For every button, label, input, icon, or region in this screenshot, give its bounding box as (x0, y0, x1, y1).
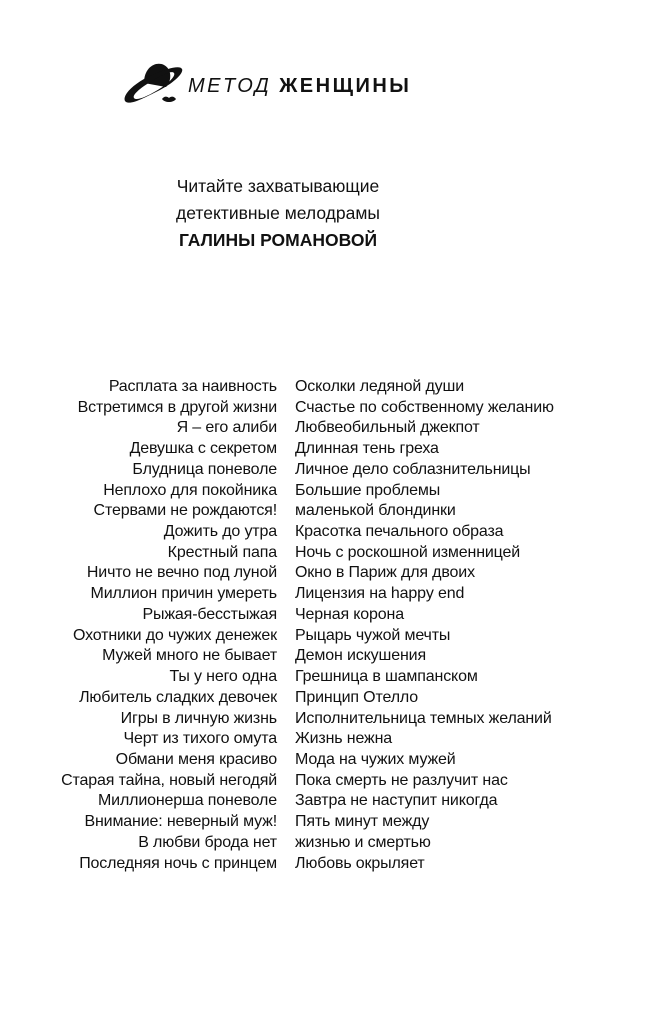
series-logo (122, 55, 411, 111)
book-title: Принцип Отелло (295, 688, 418, 706)
book-title: Охотники до чужих денежек (72, 626, 277, 644)
book-title: Последняя ночь с принцем (79, 854, 277, 872)
book-title: Девушка с секретом (129, 440, 277, 458)
book-title: Мужей много не бывает (102, 647, 277, 665)
book-title: Встретимся в другой жизни (77, 398, 277, 416)
book-title: Мода на чужих мужей (295, 750, 456, 768)
intro-line-1: Читайте захватывающие (176, 176, 380, 196)
book-title: Расплата за наивность (108, 378, 277, 395)
book-title: Личное дело соблазнительницы (295, 460, 531, 478)
book-title: Исполнительница темных желаний (295, 709, 552, 727)
book-title: Рыжая-бесстыжая (142, 605, 277, 623)
book-title: Я – его алиби (176, 419, 277, 437)
book-title: Любовь окрыляет (295, 854, 425, 872)
book-title: Демон искушения (295, 647, 426, 665)
intro-line-2: детективные мелодрамы (176, 203, 380, 223)
author-name: ГАЛИНЫ РОМАНОВОЙ (178, 230, 378, 250)
book-title: Грешница в шампанском (295, 668, 478, 686)
titles-left-column (0, 377, 277, 874)
book-title: Внимание: неверный муж! (84, 813, 277, 831)
book-title: Черная корона (295, 605, 404, 623)
book-title: Любитель сладких девочек (79, 688, 277, 706)
book-title: В любви брода нет (138, 833, 277, 851)
book-title: Длинная тень греха (295, 440, 439, 458)
book-title: Завтра не наступит никогда (295, 792, 498, 810)
book-title: Большие проблемы (295, 481, 441, 499)
book-title: Счастье по собственному желанию (295, 398, 554, 416)
book-title: Любвеобильный джекпот (295, 419, 480, 437)
book-title: Обмани меня красиво (115, 750, 277, 768)
book-title: Красотка печального образа (295, 523, 504, 541)
book-title: Жизнь нежна (295, 730, 393, 748)
book-title: Блудница поневоле (132, 460, 277, 478)
book-title: Пока смерть не разлучит нас (295, 771, 508, 789)
book-title: Ночь с роскошной изменницей (295, 543, 521, 561)
book-title: Неплохо для покойника (103, 481, 277, 499)
book-title: Ты у него одна (169, 668, 277, 686)
book-title: Лицензия на happy end (295, 585, 465, 603)
titles-right-column (295, 377, 662, 874)
book-title: Осколки ледяной души (295, 378, 465, 395)
book-title: Рыцарь чужой мечты (295, 626, 451, 644)
book-title: Старая тайна, новый негодяй (61, 771, 277, 789)
book-title: Окно в Париж для двоих (295, 564, 475, 582)
book-title: маленькой блондинки (295, 502, 456, 520)
book-title: Миллионерша поневоле (98, 792, 277, 810)
book-title: Крестный папа (167, 543, 277, 561)
book-title: Ничто не вечно под луной (86, 564, 277, 582)
series-word-method: МЕТОД (188, 74, 272, 97)
series-title (188, 75, 411, 98)
intro-block (0, 173, 556, 254)
book-title: Миллион причин умереть (90, 585, 277, 603)
hat-lips-logo-icon (122, 55, 184, 111)
series-word-women: ЖЕНЩИНЫ (279, 74, 412, 97)
book-title: Пять минут между (295, 813, 430, 831)
book-title: Дожить до утра (163, 523, 277, 541)
book-title: Черт из тихого омута (123, 730, 277, 748)
book-title: жизнью и смертью (295, 833, 431, 851)
book-title: Стервами не рождаются! (93, 502, 277, 520)
book-title: Игры в личную жизнь (120, 709, 277, 727)
